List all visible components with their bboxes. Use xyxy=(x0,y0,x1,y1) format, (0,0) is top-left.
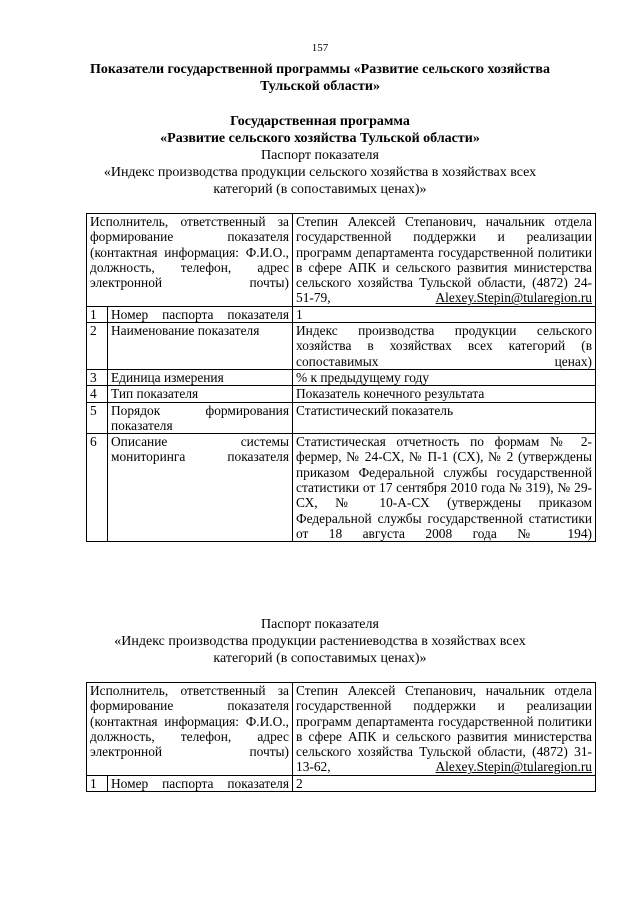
row-value: % к предыдущему году xyxy=(293,369,596,385)
table-row xyxy=(87,386,596,402)
executor-name-position: Степин Алексей Степанович, начальник отдела государственной поддержки и реализации программ департамента государственной политики в сфере АПК и сельского развития министерства сельского хозяйства Тульской области, xyxy=(296,214,593,291)
document-heading-line-2: Тульской области» xyxy=(260,79,380,94)
program-title-line-2: «Развитие сельского хозяйства Тульской области» xyxy=(160,131,480,146)
passport-2-subtitle-line-2: категорий (в сопоставимых ценах)» xyxy=(213,651,427,666)
executor-phone: (4872) 31-13-62, xyxy=(296,744,593,775)
row-label: Порядок формирования показателя xyxy=(108,402,293,434)
table-row xyxy=(87,323,596,370)
row-label: Номер паспорта показателя xyxy=(108,306,293,322)
row-label: Номер паспорта показателя xyxy=(108,775,293,791)
row-label: Наименование показателя xyxy=(108,323,293,370)
executor-label: Исполнитель, ответственный за формирование показателя (контактная информация: Ф.И.О., должность, телефон, адрес электронной почты) xyxy=(87,214,293,307)
table-row xyxy=(87,214,596,307)
row-number: 3 xyxy=(87,369,108,385)
table-row xyxy=(87,775,596,791)
row-value: 2 xyxy=(293,775,596,791)
executor-value xyxy=(293,214,596,307)
passport-1-subtitle-line-2: категорий (в сопоставимых ценах)» xyxy=(213,182,427,197)
row-label: Описание системы мониторинга показателя xyxy=(108,434,293,542)
passport-2-subtitle-line-1: «Индекс производства продукции растениеводства в хозяйствах всех xyxy=(114,634,526,649)
row-value: Статистическая отчетность по формам № 2-фермер, № 24-СХ, № П-1 (СХ), № 2 (утверждены приказом Федеральной службы государственной статистики от 17 сентября 2010 года № 319), № 29-СХ, № 10-А-СХ (утверждены приказом Федеральной службы государственной статистики от 18 августа 2008 года № 194) xyxy=(293,434,596,542)
row-value: Статистический показатель xyxy=(293,402,596,434)
row-label: Тип показателя xyxy=(108,386,293,402)
program-title-line-1: Государственная программа xyxy=(230,114,410,129)
table-row xyxy=(87,434,596,542)
table-row xyxy=(87,369,596,385)
passport-1-table xyxy=(86,213,596,542)
row-number: 6 xyxy=(87,434,108,542)
row-number: 5 xyxy=(87,402,108,434)
row-number: 4 xyxy=(87,386,108,402)
passport-1-subtitle-line-1: «Индекс производства продукции сельского хозяйства в хозяйствах всех xyxy=(103,165,537,180)
passport-1-title: Паспорт показателя xyxy=(261,148,379,163)
executor-label: Исполнитель, ответственный за формирование показателя (контактная информация: Ф.И.О., должность, телефон, адрес электронной почты) xyxy=(87,683,293,776)
executor-name-position: Степин Алексей Степанович, начальник отдела государственной поддержки и реализации программ департамента государственной политики в сфере АПК и сельского развития министерства сельского хозяйства Тульской области, xyxy=(296,683,593,760)
passport-2-title: Паспорт показателя xyxy=(261,617,379,632)
row-value: Индекс производства продукции сельского хозяйства в хозяйствах всех категорий (в сопоставимых ценах) xyxy=(293,323,596,370)
executor-email-link[interactable]: Alexey.Stepin@tularegion.ru xyxy=(435,290,593,306)
row-number: 1 xyxy=(87,306,108,322)
table-row xyxy=(87,683,596,776)
row-value: Показатель конечного результата xyxy=(293,386,596,402)
row-number: 1 xyxy=(87,775,108,791)
executor-value xyxy=(293,683,596,776)
row-value: 1 xyxy=(293,306,596,322)
executor-email-link[interactable]: Alexey.Stepin@tularegion.ru xyxy=(435,759,593,775)
document-heading-line-1: Показатели государственной программы «Развитие сельского хозяйства xyxy=(90,62,550,77)
row-number: 2 xyxy=(87,323,108,370)
page-number: 157 xyxy=(311,42,329,54)
table-row xyxy=(87,402,596,434)
executor-phone: (4872) 24-51-79, xyxy=(296,275,593,306)
table-row xyxy=(87,306,596,322)
passport-2-table xyxy=(86,682,596,792)
row-label: Единица измерения xyxy=(108,369,293,385)
